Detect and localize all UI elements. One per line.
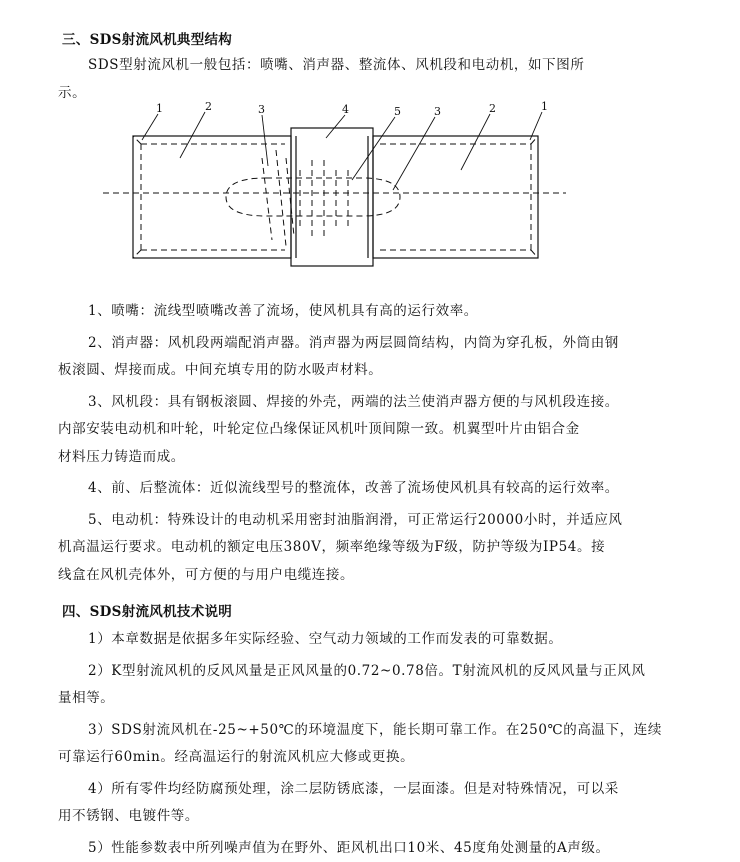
leader-line — [393, 117, 435, 190]
note-2-cont: 量相等。 — [58, 685, 694, 713]
part-number: 1 — [156, 102, 163, 115]
part-number: 2 — [205, 100, 212, 113]
item-fan-section-cont: 内部安装电动机和叶轮，叶轮定位凸缘保证风机叶顶间隙一致。机翼型叶片由铝合金 — [58, 416, 694, 444]
nozzle-slant — [133, 136, 538, 258]
part-number: 4 — [342, 103, 349, 116]
item-fan-section-cont: 材料压力铸造而成。 — [58, 444, 694, 472]
item-nozzle: 1、喷嘴：流线型喷嘴改善了流场，使风机具有高的运行效率。 — [58, 298, 694, 326]
inner-tube-left — [141, 144, 285, 250]
note-3-cont: 可靠运行60min。经高温运行的射流风机应大修或更换。 — [58, 744, 694, 772]
part-number: 2 — [489, 102, 496, 115]
item-fan-section: 3、风机段：具有钢板滚圆、焊接的外壳，两端的法兰使消声器方便的与风机段连接。 — [58, 389, 694, 417]
impeller-blades — [300, 160, 348, 236]
item-motor-cont: 机高温运行要求。电动机的额定电压380V，频率绝缘等级为F级，防护等级为IP54。接 — [58, 534, 694, 562]
section-heading-structure: 三、SDS射流风机典型结构 — [62, 28, 232, 48]
nozzle-edge — [141, 144, 531, 250]
fan-section-shell — [291, 128, 373, 266]
inner-tube-right — [380, 144, 531, 250]
leader-line — [326, 115, 345, 138]
note-1: 1）本章数据是依据多年实际经验、空气动力领域的工作而发表的可靠数据。 — [58, 626, 694, 654]
part-number: 1 — [541, 100, 548, 113]
part-number: 3 — [258, 103, 265, 116]
note-4: 4）所有零件均经防腐预处理，涂二层防锈底漆，一层面漆。但是对特殊情况，可以采 — [58, 776, 694, 804]
fairing-body — [226, 178, 400, 216]
item-motor: 5、电动机：特殊设计的电动机采用密封油脂润滑，可正常运行20000小时，并适应风 — [58, 507, 694, 535]
right-silencer-shell — [373, 136, 538, 258]
item-motor-cont: 线盒在风机壳体外，可方便的与用户电缆连接。 — [58, 562, 694, 590]
part-number: 3 — [434, 105, 441, 118]
leader-line — [180, 112, 205, 158]
fan-outline — [133, 128, 538, 266]
intro-line: 示。 — [58, 80, 694, 108]
fairing-slant — [262, 150, 294, 246]
item-silencer-cont: 板滚圆、焊接而成。中间充填专用的防水吸声材料。 — [58, 357, 694, 385]
leader-line — [262, 115, 268, 166]
left-silencer-shell — [133, 136, 291, 258]
hidden-lines — [103, 136, 566, 258]
item-silencer: 2、消声器：风机段两端配消声器。消声器为两层圆筒结构，内筒为穿孔板，外筒由钢 — [58, 330, 694, 358]
intro-line: SDS型射流风机一般包括：喷嘴、消声器、整流体、风机段和电动机，如下图所 — [58, 52, 694, 80]
part-number: 5 — [394, 105, 401, 118]
note-3: 3）SDS射流风机在-25~+50℃的环境温度下，能长期可靠工作。在250℃的高温下，连续 — [58, 717, 694, 745]
note-5: 5）性能参数表中所列噪声值为在野外、距风机出口10米、45度角处测量的A声级。 — [58, 835, 694, 862]
note-4-cont: 用不锈钢、电镀件等。 — [58, 803, 694, 831]
note-2: 2）K型射流风机的反风风量是正风风量的0.72~0.78倍。T射流风机的反风风量与正风风 — [58, 658, 694, 686]
component-list — [58, 298, 694, 589]
item-fairing: 4、前、后整流体：近似流线型号的整流体，改善了流场使风机具有较高的运行效率。 — [58, 475, 694, 503]
leader-line — [461, 114, 490, 170]
fan-structure-diagram — [0, 0, 740, 300]
technical-notes — [58, 626, 694, 862]
section-heading-technical: 四、SDS射流风机技术说明 — [62, 600, 232, 620]
